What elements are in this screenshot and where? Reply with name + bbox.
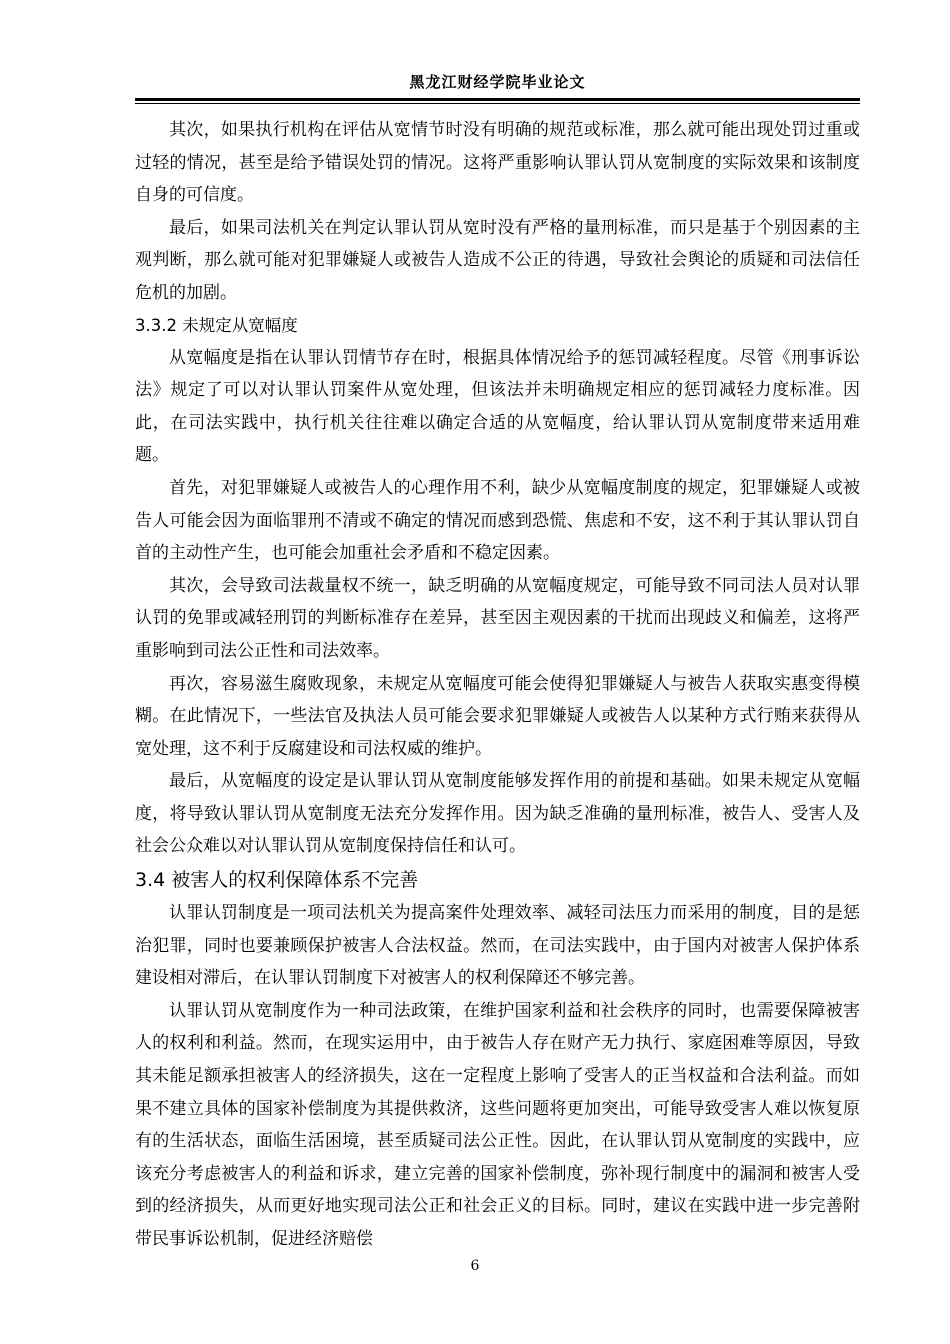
paragraph: 从宽幅度是指在认罪认罚情节存在时，根据具体情况给予的惩罚减轻程度。尽管《刑事诉讼法》规定了可以对认罪认罚案件从宽处理，但该法并未明确规定相应的惩罚减轻力度标准。因此，在司法实践中，执行机关往往难以确定合适的从宽幅度，给认罪认罚从宽制度带来适用难题。 xyxy=(135,347,860,466)
paragraph: 最后，从宽幅度的设定是认罪认罚从宽制度能够发挥作用的前提和基础。如果未规定从宽幅度，将导致认罪认罚从宽制度无法充分发挥作用。因为缺乏准确的量刑标准，被告人、受害人及社会公众难以对认罪认罚从宽制度保持信任和认可。 xyxy=(135,771,860,857)
paragraph: 认罪认罚从宽制度作为一种司法政策，在维护国家利益和社会秩序的同时，也需要保障被害人的权利和利益。然而，在现实运用中，由于被告人存在财产无力执行、家庭困难等原因，导致其未能足额承担被害人的经济损失，这在一定程度上影响了受害人的正当权益和合法利益。而如果不建立具体的国家补偿制度为其提供救济，这些问题将更加突出，可能导致受害人难以恢复原有的生活状态，面临生活困境，甚至质疑司法公正性。因此，在认罪认罚从宽制度的实践中，应该充分考虑被害人的利益和诉求，建立完善的国家补偿制度，弥补现行制度中的漏洞和被害人受到的经济损失，从而更好地实现司法公正和社会正义的目标。同时，建议在实践中进一步完善附带民事诉讼机制，促进经济赔偿 xyxy=(135,1000,860,1249)
paragraph: 最后，如果司法机关在判定认罪认罚从宽时没有严格的量刑标准，而只是基于个别因素的主观判断，那么就可能对犯罪嫌疑人或被告人造成不公正的待遇，导致社会舆论的质疑和司法信任危机的加剧。 xyxy=(135,217,860,303)
paragraph: 再次，容易滋生腐败现象，未规定从宽幅度可能会使得犯罪嫌疑人与被告人获取实惠变得模糊。在此情况下，一些法官及执法人员可能会要求犯罪嫌疑人或被告人以某种方式行贿来获得从宽处理，这不利于反腐建设和司法权威的维护。 xyxy=(135,673,860,759)
header-rule-thin xyxy=(135,103,860,104)
body-content xyxy=(135,114,860,1256)
page-number: 6 xyxy=(470,1258,480,1274)
paragraph: 首先，对犯罪嫌疑人或被告人的心理作用不利，缺少从宽幅度制度的规定，犯罪嫌疑人或被告人可能会因为面临罪刑不清或不确定的情况而感到恐慌、焦虑和不安，这不利于其认罪认罚自首的主动性产生，也可能会加重社会矛盾和不稳定因素。 xyxy=(135,477,860,564)
section-heading: 3.4 被害人的权利保障体系不完善 xyxy=(135,869,419,892)
header-rule-thick xyxy=(135,98,860,101)
paragraph: 其次，如果执行机构在评估从宽情节时没有明确的规范或标准，那么就可能出现处罚过重或过轻的情况，甚至是给予错误处罚的情况。这将严重影响认罪认罚从宽制度的实际效果和该制度自身的可信度。 xyxy=(135,120,860,206)
running-header: 黑龙江财经学院毕业论文 xyxy=(409,73,586,91)
paragraph: 认罪认罚制度是一项司法机关为提高案件处理效率、减轻司法压力而采用的制度，目的是惩治犯罪，同时也要兼顾保护被害人合法权益。然而，在司法实践中，由于国内对被害人保护体系建设相对滞后，在认罪认罚制度下对被害人的权利保障还不够完善。 xyxy=(135,903,860,989)
paragraph: 其次，会导致司法裁量权不统一，缺乏明确的从宽幅度规定，可能导致不同司法人员对认罪认罚的免罪或减轻刑罚的判断标准存在差异，甚至因主观因素的干扰而出现歧义和偏差，这将严重影响到司法公正性和司法效率。 xyxy=(135,575,860,661)
subsection-heading: 3.3.2 未规定从宽幅度 xyxy=(135,315,298,335)
